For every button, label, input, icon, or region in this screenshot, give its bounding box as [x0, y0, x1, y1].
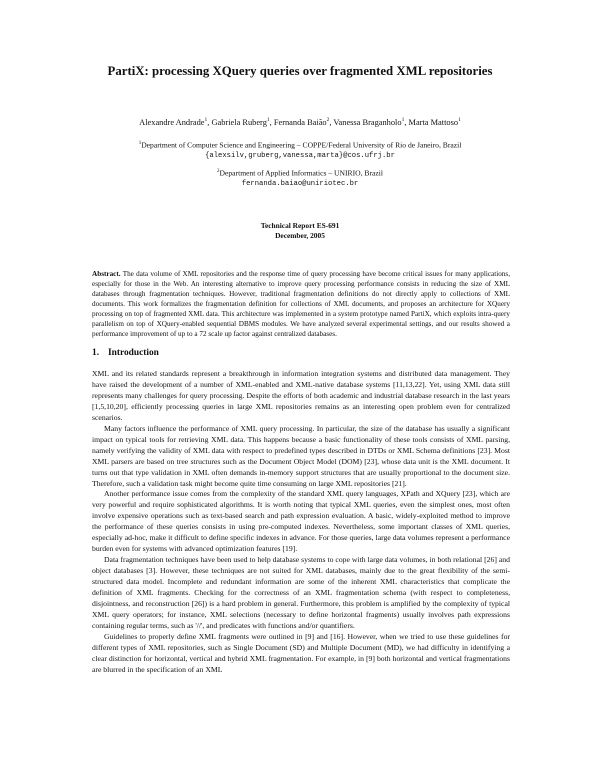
author: Alexandre Andrade$^1$, — [139, 117, 212, 127]
author: Marta Mattoso$^1$ — [408, 117, 461, 127]
report-info — [60, 221, 540, 241]
paper-title: PartiX: processing XQuery queries over fragmented XML repositories — [107, 64, 493, 78]
paragraph: Many factors influence the performance of XML query processing. In particular, the size of the database has usually a significant impact on typical tools for retrieving XML data. This happens because a basic functionality of these tools consists of XML parsing, namely verifying the validity of XML data with respect to predefined types described in DTDs or XML Schema definitions [23]. Most XML parsers are based on tree structures such as the Document Object Model (DOM) [23], whose data unit is the XML document. It turns out that type validation in XML often demands in-memory support structures that are usually proportional to the document size. Therefore, such a validation task might become quite time consuming on large XML repositories [21]. — [92, 423, 510, 488]
report-date: December, 2005 — [275, 231, 325, 240]
affiliation-email: fernanda.baiao@uniriotec.br — [241, 179, 359, 188]
paragraph: XML and its related standards represent a breakthrough in information integration systems and distributed data management. They have raised the development of a number of XML-enabled and XML-native database systems [11,13,22]. Yet, using XML data still represents many challenges for query processing. Despite the efforts of both academic and industrial database research in the last years [1,5,10,20], efficiently processing queries in large XML repositories remains as an interesting open problem even for centralized scenarios. — [92, 369, 510, 422]
author: Fernanda Baião$^2$, — [273, 117, 334, 127]
paragraph: Guidelines to properly define XML fragments were outlined in [9] and [16]. However, when we tried to use these guidelines for different types of XML repositories, such as Single Document (SD) and Multiple Document (MD), we had difficulty in identifying a clear distinction for horizontal, vertical and hybrid XML fragmentation. For example, in [9] both horizontal and vertical fragmentations are blurred in the specification of an XML — [92, 631, 510, 674]
affiliation-2 — [60, 167, 540, 189]
abstract-text: The data volume of XML repositories and the response time of query processing have become critical issues for many applications, especially for those in the Web. An interesting alternative to improve query processing performance consists in reducing the size of XML databases through fragmentation techniques. However, traditional fragmentation definitions do not directly apply to collections of XML documents. This work formalizes the fragmentation definition for collections of XML documents, and proposes an architecture for XQuery processing on top of fragmented XML data. This architecture was implemented in a system prototype named PartiX, which exploits intra-query parallelism on top of XQuery-enabled sequential DBMS modules. We have analyzed several experimental settings, and our results showed a performance improvement of up to a 72 scale up factor against centralized databases. — [92, 270, 510, 338]
abstract — [92, 269, 510, 339]
section-number: 1. — [92, 348, 100, 358]
paragraph: Data fragmentation techniques have been used to help database systems to cope with large data volumes, in both relational [26] and object databases [3]. However, these techniques are not suited for XML databases, mainly due to the great flexibility of the semi-structured data model. Incomplete and redundant information are some of the inherent XML characteristics that complicate the definition of XML fragments. Checking for the correctness of an XML fragmentation schema (with respect to completeness, disjointness, and reconstruction [26]) is a hard problem in general. Furthermore, this problem is amplified by the complexity of typical XML query operators; for instance, XML selections (necessary to define horizontal fragments) usually involves path expressions containing regular terms, such as '//', and predicates with functions and/or quantifiers. — [92, 555, 510, 630]
author-list — [60, 117, 540, 127]
section-body — [92, 369, 510, 676]
paragraph: Another performance issue comes from the complexity of the standard XML query languages, XPath and XQuery [23], which are very powerful and require sophisticated algorithms. It is worth noting that typical XML queries, even the simplest ones, most often involve expensive operations such as text-based search and path expression evaluation. A basic, widely-exploited method to improve the performance of these queries consists in using pre-computed indexes. Nevertheless, some important classes of XML queries, especially ad-hoc, make it difficult to define specific indexes in advance. For those queries, large data volumes represent a performance burden even for systems with advanced optimization features [19]. — [92, 489, 510, 554]
affiliation-1 — [60, 139, 540, 161]
section-heading — [92, 348, 159, 358]
author: Vanessa Braganholo$^1$, — [333, 117, 409, 127]
affiliation-name: $^1$Department of Computer Science and Engineering – COPPE/Federal University of Rio de Janeiro, Brazil — [138, 140, 462, 150]
abstract-label: Abstract. — [92, 270, 121, 278]
affiliation-email: {alexsilv,gruberg,vanessa,marta}@cos.ufrj.br — [205, 151, 395, 160]
section-title: Introduction — [108, 348, 159, 358]
report-number: Technical Report ES-691 — [260, 221, 340, 230]
author: Gabriela Ruberg$^1$, — [211, 117, 274, 127]
affiliation-name: $^2$Department of Applied Informatics – UNIRIO, Brazil — [217, 168, 383, 178]
